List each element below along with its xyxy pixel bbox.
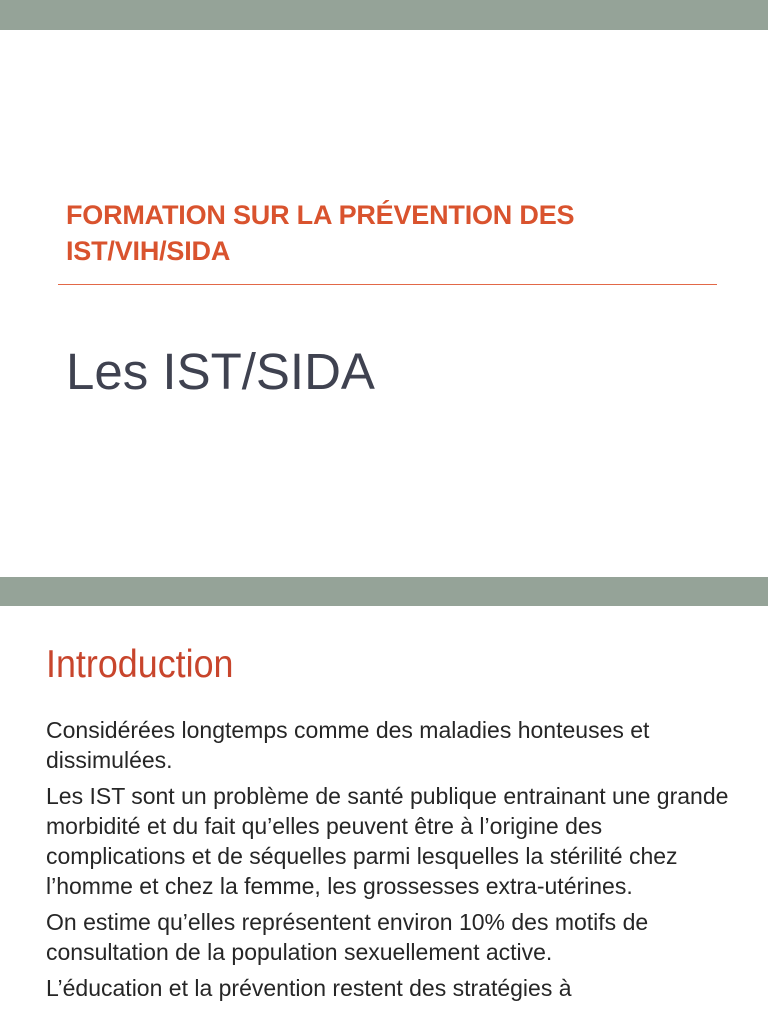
- presentation-title: FORMATION SUR LA PRÉVENTION DES IST/VIH/SIDA: [66, 200, 575, 266]
- presentation-subtitle: Les IST/SIDA: [66, 343, 375, 400]
- content-paragraph: L’éducation et la prévention restent des stratégies à: [46, 975, 572, 1001]
- slide-separator-band: [0, 577, 768, 606]
- content-paragraph: Considérées longtemps comme des maladies honteuses et dissimulées.: [46, 717, 650, 773]
- title-divider-line: [58, 284, 717, 285]
- content-paragraph-list: [46, 715, 736, 1009]
- content-paragraph: On estime qu’elles représentent environ 10% des motifs de consultation de la population sexuellement active.: [46, 909, 649, 965]
- slide-top-band: [0, 0, 768, 30]
- content-slide-heading: Introduction: [46, 643, 234, 686]
- content-paragraph: Les IST sont un problème de santé publique entrainant une grande morbidité et du fait qu’elles peuvent être à l’origine des complications et de séquelles parmi lesquelles la stérilité chez l’homme et chez la femme, les grossesses extra-utérines.: [46, 783, 729, 899]
